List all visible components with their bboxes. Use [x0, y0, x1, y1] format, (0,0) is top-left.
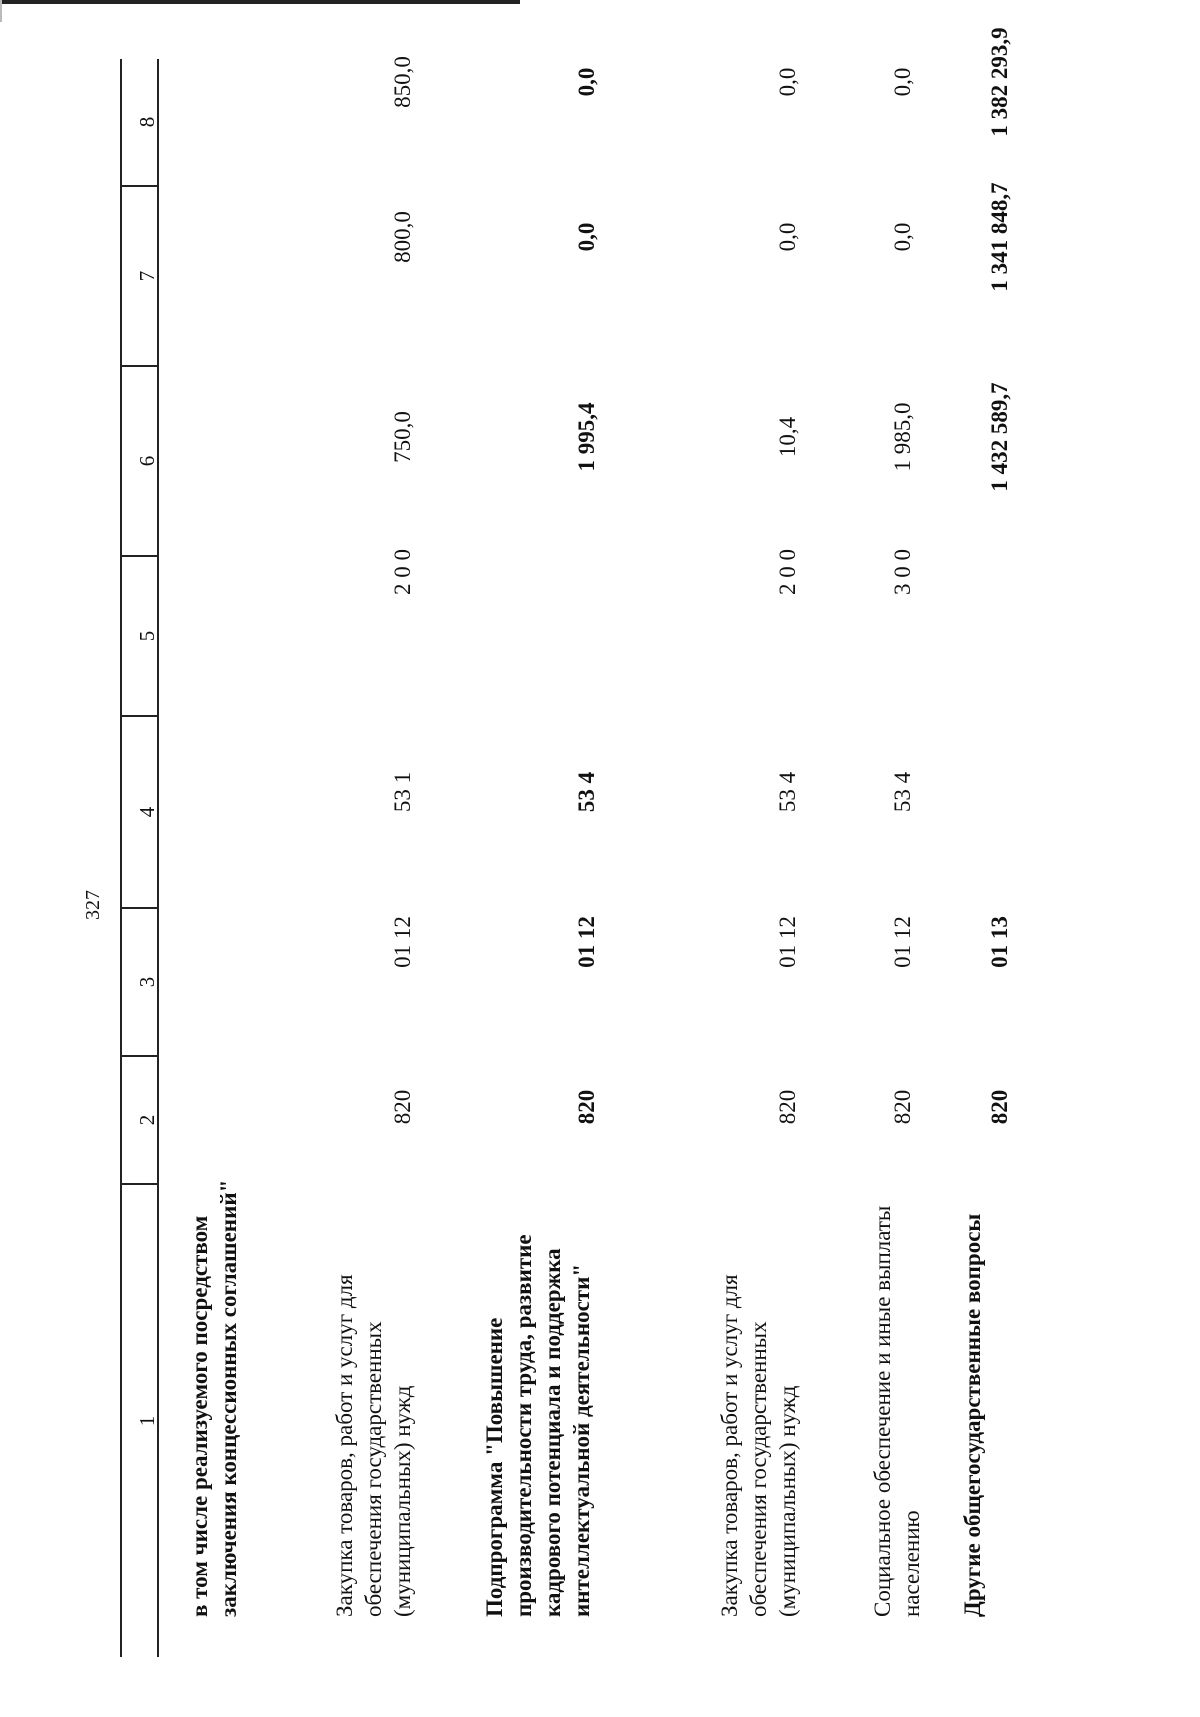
cell-year3: 0,0: [890, 67, 915, 97]
cell-csr: 53 4: [775, 771, 800, 813]
column-header-7: 7: [135, 270, 159, 282]
cell-csr: 53 4: [574, 771, 599, 813]
cell-csr: 53 1: [390, 771, 415, 813]
cell-ved: 820: [775, 1089, 800, 1125]
row-description: Другие общегосударственные вопросы: [960, 1213, 985, 1617]
header-top-rule: [120, 59, 122, 1657]
cell-year1: 10,4: [775, 416, 800, 458]
cell-ved: 820: [890, 1089, 915, 1125]
cell-year1: 1 985,0: [890, 402, 915, 472]
page-number: 327: [82, 890, 104, 920]
cell-year3: 850,0: [390, 56, 415, 108]
cell-year1: 1 432 589,7: [987, 382, 1012, 492]
row-description: Социальное обеспечение и иные выплаты населению: [870, 1205, 924, 1617]
column-header-6: 6: [135, 455, 159, 467]
column-header-4: 4: [135, 806, 159, 818]
cell-year2: 0,0: [574, 222, 599, 252]
cell-year3: 0,0: [775, 67, 800, 97]
cell-year2: 800,0: [390, 211, 415, 263]
cell-rzpr: 01 13: [987, 916, 1012, 968]
cell-rzpr: 01 12: [574, 916, 599, 968]
cell-vr: 2 0 0: [390, 549, 415, 595]
cell-year2: 1 341 848,7: [987, 182, 1012, 292]
cell-year3: 0,0: [574, 67, 599, 97]
row-description: в том числе реализуемого посредством заключения концессионных соглашений": [187, 1179, 241, 1617]
row-description: Подпрограмма "Повышение производительности труда, развитие кадрового потенциала и поддержка интеллектуальной деятельности": [482, 1234, 594, 1617]
cell-vr: 2 0 0: [775, 549, 800, 595]
cell-year3: 1 382 293,9: [987, 27, 1012, 137]
cell-ved: 820: [574, 1089, 599, 1125]
cell-year1: 750,0: [390, 411, 415, 463]
cell-ved: 820: [390, 1089, 415, 1125]
cell-year1: 1 995,4: [574, 402, 599, 472]
column-header-8: 8: [135, 116, 159, 128]
cell-vr: 3 0 0: [890, 549, 915, 595]
column-header-2: 2: [135, 1114, 159, 1126]
cell-rzpr: 01 12: [890, 916, 915, 968]
cell-rzpr: 01 12: [390, 916, 415, 968]
column-header-3: 3: [135, 976, 159, 988]
cell-rzpr: 01 12: [775, 916, 800, 968]
cell-ved: 820: [987, 1089, 1012, 1125]
row-description: Закупка товаров, работ и услуг для обеспечения государственных (муниципальных) нужд: [332, 1274, 415, 1617]
cell-year2: 0,0: [775, 222, 800, 252]
cell-year2: 0,0: [890, 222, 915, 252]
cell-csr: 53 4: [890, 771, 915, 813]
column-header-5: 5: [135, 630, 159, 642]
row-description: Закупка товаров, работ и услуг для обеспечения государственных (муниципальных) нужд: [717, 1274, 800, 1617]
column-header-1: 1: [135, 1415, 159, 1427]
